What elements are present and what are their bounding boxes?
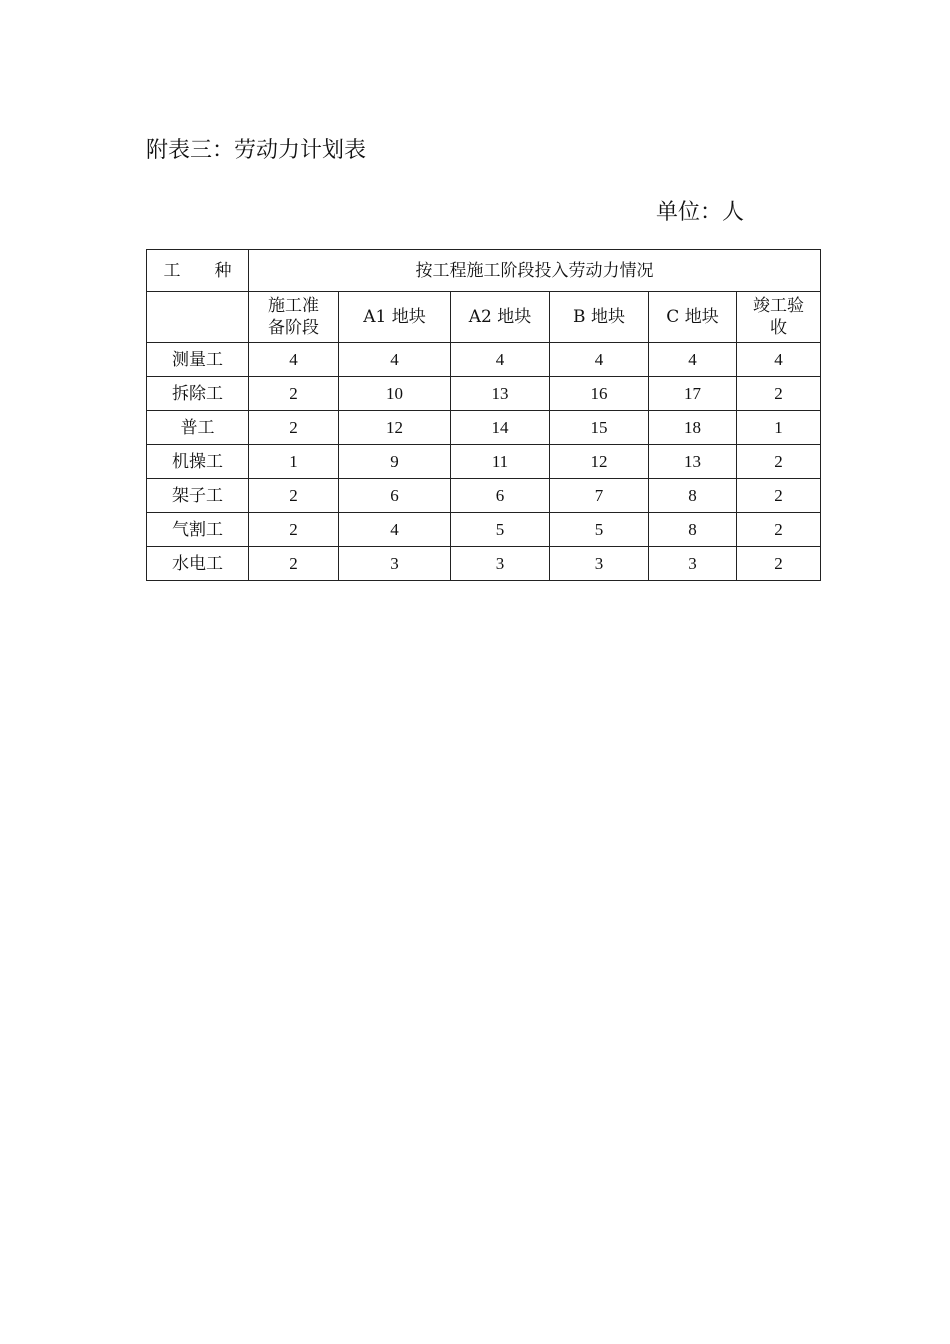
headcount-cell: 2	[737, 479, 821, 513]
headcount-cell: 1	[249, 445, 339, 479]
stage-header-prep: 施工准 备阶段	[249, 292, 339, 343]
headcount-cell: 6	[339, 479, 451, 513]
headcount-cell: 2	[249, 547, 339, 581]
document-title: 附表三：劳动力计划表	[146, 138, 367, 163]
stage-header-blank	[147, 292, 249, 343]
headcount-cell: 7	[550, 479, 649, 513]
worker-type-cell: 水电工	[147, 547, 249, 581]
headcount-cell: 8	[649, 479, 737, 513]
headcount-cell: 13	[649, 445, 737, 479]
table-row	[147, 479, 821, 513]
headcount-cell: 2	[737, 377, 821, 411]
stage-header-a2: A2 地块	[451, 292, 550, 343]
worker-type-cell: 普工	[147, 411, 249, 445]
worker-type-cell: 架子工	[147, 479, 249, 513]
headcount-cell: 4	[550, 343, 649, 377]
worker-type-cell: 气割工	[147, 513, 249, 547]
headcount-cell: 2	[737, 445, 821, 479]
headcount-cell: 14	[451, 411, 550, 445]
headcount-cell: 6	[451, 479, 550, 513]
headcount-cell: 2	[737, 547, 821, 581]
header-row	[147, 250, 821, 292]
type-column-header: 工种	[147, 250, 249, 292]
worker-type-cell: 拆除工	[147, 377, 249, 411]
headcount-cell: 16	[550, 377, 649, 411]
stage-header-c: C 地块	[649, 292, 737, 343]
headcount-cell: 1	[737, 411, 821, 445]
headcount-cell: 5	[451, 513, 550, 547]
headcount-cell: 4	[649, 343, 737, 377]
headcount-cell: 9	[339, 445, 451, 479]
headcount-cell: 4	[249, 343, 339, 377]
headcount-cell: 3	[649, 547, 737, 581]
table-row	[147, 343, 821, 377]
worker-type-cell: 测量工	[147, 343, 249, 377]
headcount-cell: 3	[550, 547, 649, 581]
headcount-cell: 4	[339, 513, 451, 547]
headcount-cell: 3	[451, 547, 550, 581]
headcount-cell: 4	[339, 343, 451, 377]
stage-group-header: 按工程施工阶段投入劳动力情况	[249, 250, 821, 292]
table-row	[147, 513, 821, 547]
labor-plan-table	[146, 249, 821, 581]
table-body	[147, 343, 821, 581]
headcount-cell: 4	[451, 343, 550, 377]
headcount-cell: 12	[339, 411, 451, 445]
headcount-cell: 4	[737, 343, 821, 377]
headcount-cell: 2	[249, 377, 339, 411]
stage-header-row	[147, 292, 821, 343]
headcount-cell: 11	[451, 445, 550, 479]
headcount-cell: 13	[451, 377, 550, 411]
stage-header-a1: A1 地块	[339, 292, 451, 343]
worker-type-cell: 机操工	[147, 445, 249, 479]
table-row	[147, 377, 821, 411]
headcount-cell: 8	[649, 513, 737, 547]
unit-label: 单位：人	[656, 200, 745, 225]
headcount-cell: 2	[737, 513, 821, 547]
table-row	[147, 445, 821, 479]
headcount-cell: 18	[649, 411, 737, 445]
headcount-cell: 17	[649, 377, 737, 411]
headcount-cell: 3	[339, 547, 451, 581]
stage-header-b: B 地块	[550, 292, 649, 343]
stage-header-acceptance: 竣工验 收	[737, 292, 821, 343]
headcount-cell: 15	[550, 411, 649, 445]
headcount-cell: 10	[339, 377, 451, 411]
headcount-cell: 2	[249, 479, 339, 513]
headcount-cell: 12	[550, 445, 649, 479]
table-row	[147, 411, 821, 445]
headcount-cell: 2	[249, 411, 339, 445]
headcount-cell: 2	[249, 513, 339, 547]
table-row	[147, 547, 821, 581]
headcount-cell: 5	[550, 513, 649, 547]
